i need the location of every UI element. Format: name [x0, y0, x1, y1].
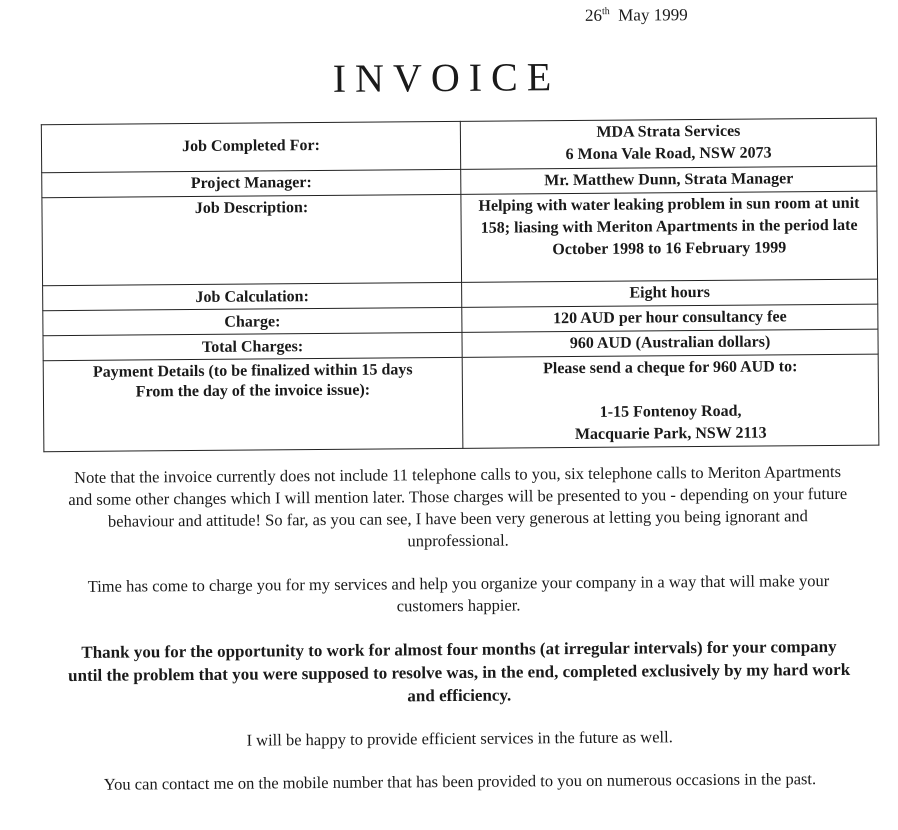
contact-paragraph: You can contact me on the mobile number that has been provided to you on numerous occasions in the past. — [103, 769, 817, 794]
job-description-label: Job Description: — [42, 194, 462, 285]
note-paragraph-2: Time has come to charge you for my services and help you organize your company in a way that will make your customers happier. — [87, 571, 830, 616]
project-manager-label: Project Manager: — [42, 169, 461, 197]
payment-address-line-2: Macquarie Park, NSW 2113 — [574, 424, 767, 444]
payment-label-line-1: Payment Details (to be finalized within 15 days — [92, 361, 413, 381]
total-charges-value: 960 AUD (Australian dollars) — [462, 329, 878, 357]
client-label: Job Completed For: — [41, 121, 460, 172]
invoice-date — [585, 5, 688, 26]
payment-details-value — [462, 354, 879, 448]
date-day: 26 — [584, 5, 603, 25]
invoice-notes — [63, 461, 856, 817]
client-address: 6 Mona Vale Road, NSW 2073 — [565, 144, 772, 164]
table-row — [43, 354, 879, 452]
job-calculation-label: Job Calculation: — [43, 282, 462, 310]
table-row — [42, 191, 878, 286]
charge-label: Charge: — [43, 307, 462, 335]
client-value — [460, 118, 876, 169]
note-paragraph-1: Note that the invoice currently does not include 11 telephone calls to you, six telephone calls to Meriton Apartments and some other changes which I will mention later. Those charges will be presented to you - depending on your future behaviour and attitude! So far, as you can see, I have been very generous at letting you being ignorant and unprofessional. — [68, 461, 848, 551]
client-name: MDA Strata Services — [596, 122, 741, 141]
payment-address-line-1: 1-15 Fontenoy Road, — [599, 402, 742, 421]
date-month-year: May 1999 — [618, 5, 688, 25]
job-calculation-value: Eight hours — [462, 279, 878, 307]
payment-instruction: Please send a cheque for 960 AUD to: — [543, 358, 798, 378]
payment-details-label — [43, 357, 463, 451]
job-description-value: Helping with water leaking problem in sun room at unit 158; liasing with Meriton Apartments in the period late October 1998 to 16 February 1999 — [461, 191, 878, 282]
total-charges-label: Total Charges: — [43, 332, 462, 360]
thank-you-paragraph: Thank you for the opportunity to work for almost four months (at irregular intervals) for your company until the problem that you were supposed to resolve was, in the end, completed exclusively by my hard work and efficiency. — [68, 636, 851, 706]
project-manager-value: Mr. Matthew Dunn, Strata Manager — [461, 166, 877, 194]
invoice-table — [41, 118, 880, 453]
table-row — [41, 118, 876, 173]
note-paragraph-4: I will be happy to provide efficient services in the future as well. — [246, 727, 673, 750]
charge-value: 120 AUD per hour consultancy fee — [462, 304, 878, 332]
spacer — [471, 378, 870, 403]
payment-label-line-2: From the day of the invoice issue): — [135, 381, 371, 401]
invoice-title: INVOICE — [332, 54, 561, 101]
date-suffix: th — [601, 6, 610, 18]
